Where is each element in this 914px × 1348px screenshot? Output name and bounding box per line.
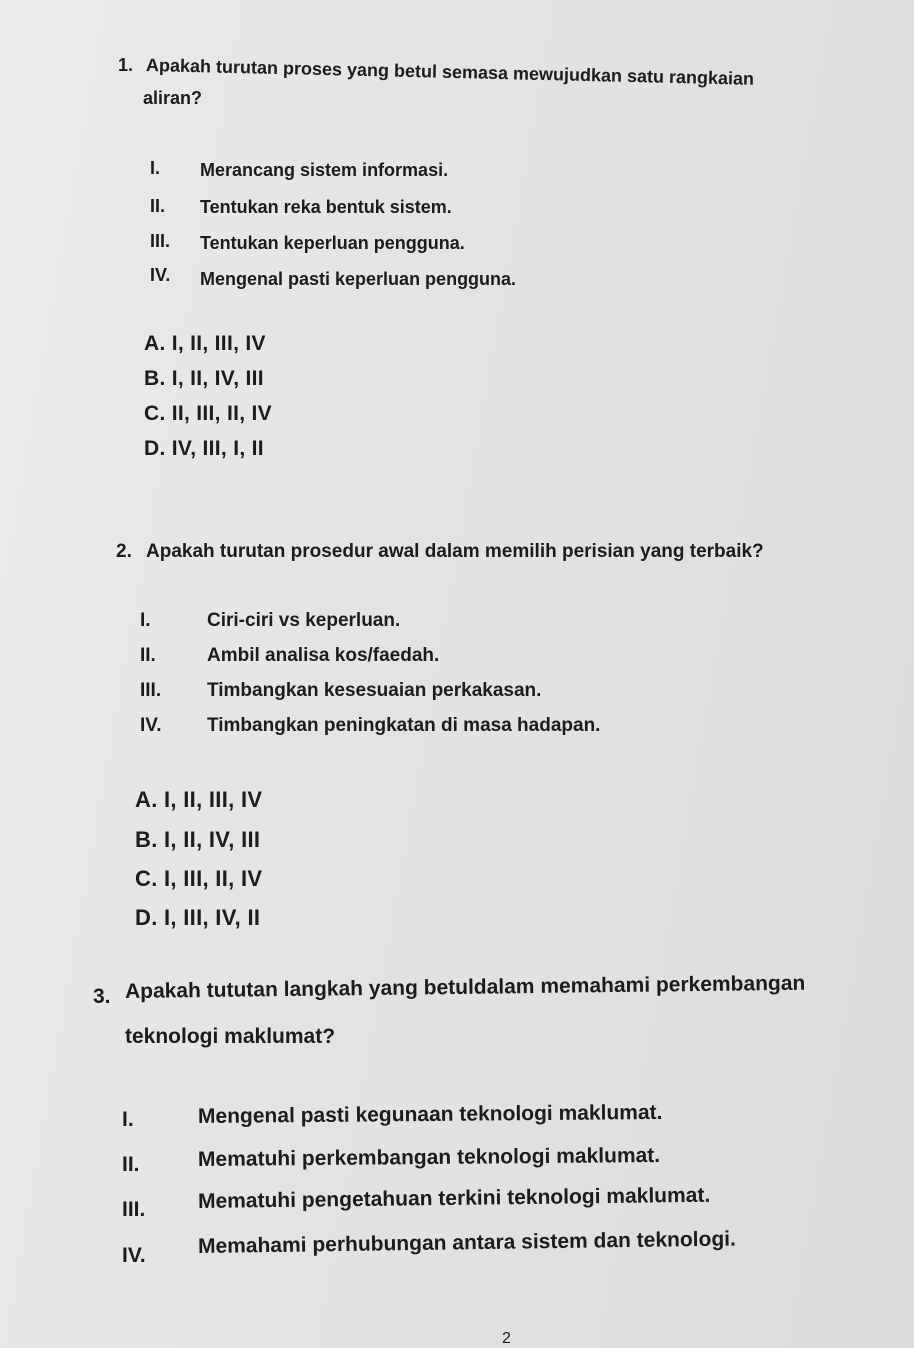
question-1-item-text: Tentukan keperluan pengguna. xyxy=(200,233,465,253)
question-3-item-roman: IV. xyxy=(122,1244,146,1267)
question-3-item-text: Mematuhi perkembangan teknologi maklumat. xyxy=(197,1143,661,1171)
question-2-item-text: Ciri-ciri vs keperluan. xyxy=(207,610,401,631)
question-1-option-a: A. I, II, III, IV xyxy=(144,332,266,355)
question-1-item-text: Tentukan reka bentuk sistem. xyxy=(200,197,452,217)
question-2-item-roman: I. xyxy=(140,610,151,631)
question-1-item-roman: III. xyxy=(150,231,171,251)
question-3-item-text: Mengenal pasti kegunaan teknologi maklumat. xyxy=(197,1100,663,1128)
question-2-item-roman: II. xyxy=(140,645,156,666)
question-3-text-line2: teknologi maklumat? xyxy=(125,1025,336,1048)
question-1-item-text: Merancang sistem informasi. xyxy=(200,160,449,180)
question-2-item-text: Timbangkan kesesuaian perkakasan. xyxy=(207,680,542,701)
question-1-item-roman: I. xyxy=(150,158,161,178)
question-2-option-a: A. I, II, III, IV xyxy=(135,787,263,812)
question-1-text-line1: Apakah turutan proses yang betul semasa mewujudkan satu rangkaian xyxy=(145,55,755,89)
question-1-item-roman: IV. xyxy=(150,265,171,285)
question-2-item-text: Timbangkan peningkatan di masa hadapan. xyxy=(207,715,601,736)
question-2-item-text: Ambil analisa kos/faedah. xyxy=(207,645,440,666)
question-3-item-text: Memahami perhubungan antara sistem dan teknologi. xyxy=(197,1227,737,1258)
question-2-item-roman: IV. xyxy=(140,715,162,736)
question-2-option-d: D. I, III, IV, II xyxy=(135,905,261,930)
question-3-number: 3. xyxy=(93,985,111,1008)
question-3-text-line1: Apakah tututan langkah yang betuldalam memahami perkembangan xyxy=(124,971,806,1003)
question-1-item-roman: II. xyxy=(150,196,166,216)
question-1-text-line2: aliran? xyxy=(143,88,203,108)
question-3-item-roman: I. xyxy=(122,1108,134,1131)
question-2-text: Apakah turutan prosedur awal dalam memilih perisian yang terbaik? xyxy=(146,541,764,562)
page-number: 2 xyxy=(502,1330,511,1347)
question-1-option-c: C. II, III, II, IV xyxy=(144,402,272,425)
question-2-number: 2. xyxy=(116,541,132,562)
question-3-item-text: Mematuhi pengetahuan terkini teknologi maklumat. xyxy=(197,1183,711,1213)
question-2-item-roman: III. xyxy=(140,680,162,701)
question-3-item-roman: III. xyxy=(122,1198,146,1221)
question-2-option-b: B. I, II, IV, III xyxy=(135,827,261,852)
question-1-option-d: D. IV, III, I, II xyxy=(144,437,264,460)
question-3-item-roman: II. xyxy=(122,1153,140,1176)
question-1-option-b: B. I, II, IV, III xyxy=(144,367,264,390)
question-1-number: 1. xyxy=(118,55,134,75)
question-2-option-c: C. I, III, II, IV xyxy=(135,866,263,891)
question-1-item-text: Mengenal pasti keperluan pengguna. xyxy=(200,269,517,289)
